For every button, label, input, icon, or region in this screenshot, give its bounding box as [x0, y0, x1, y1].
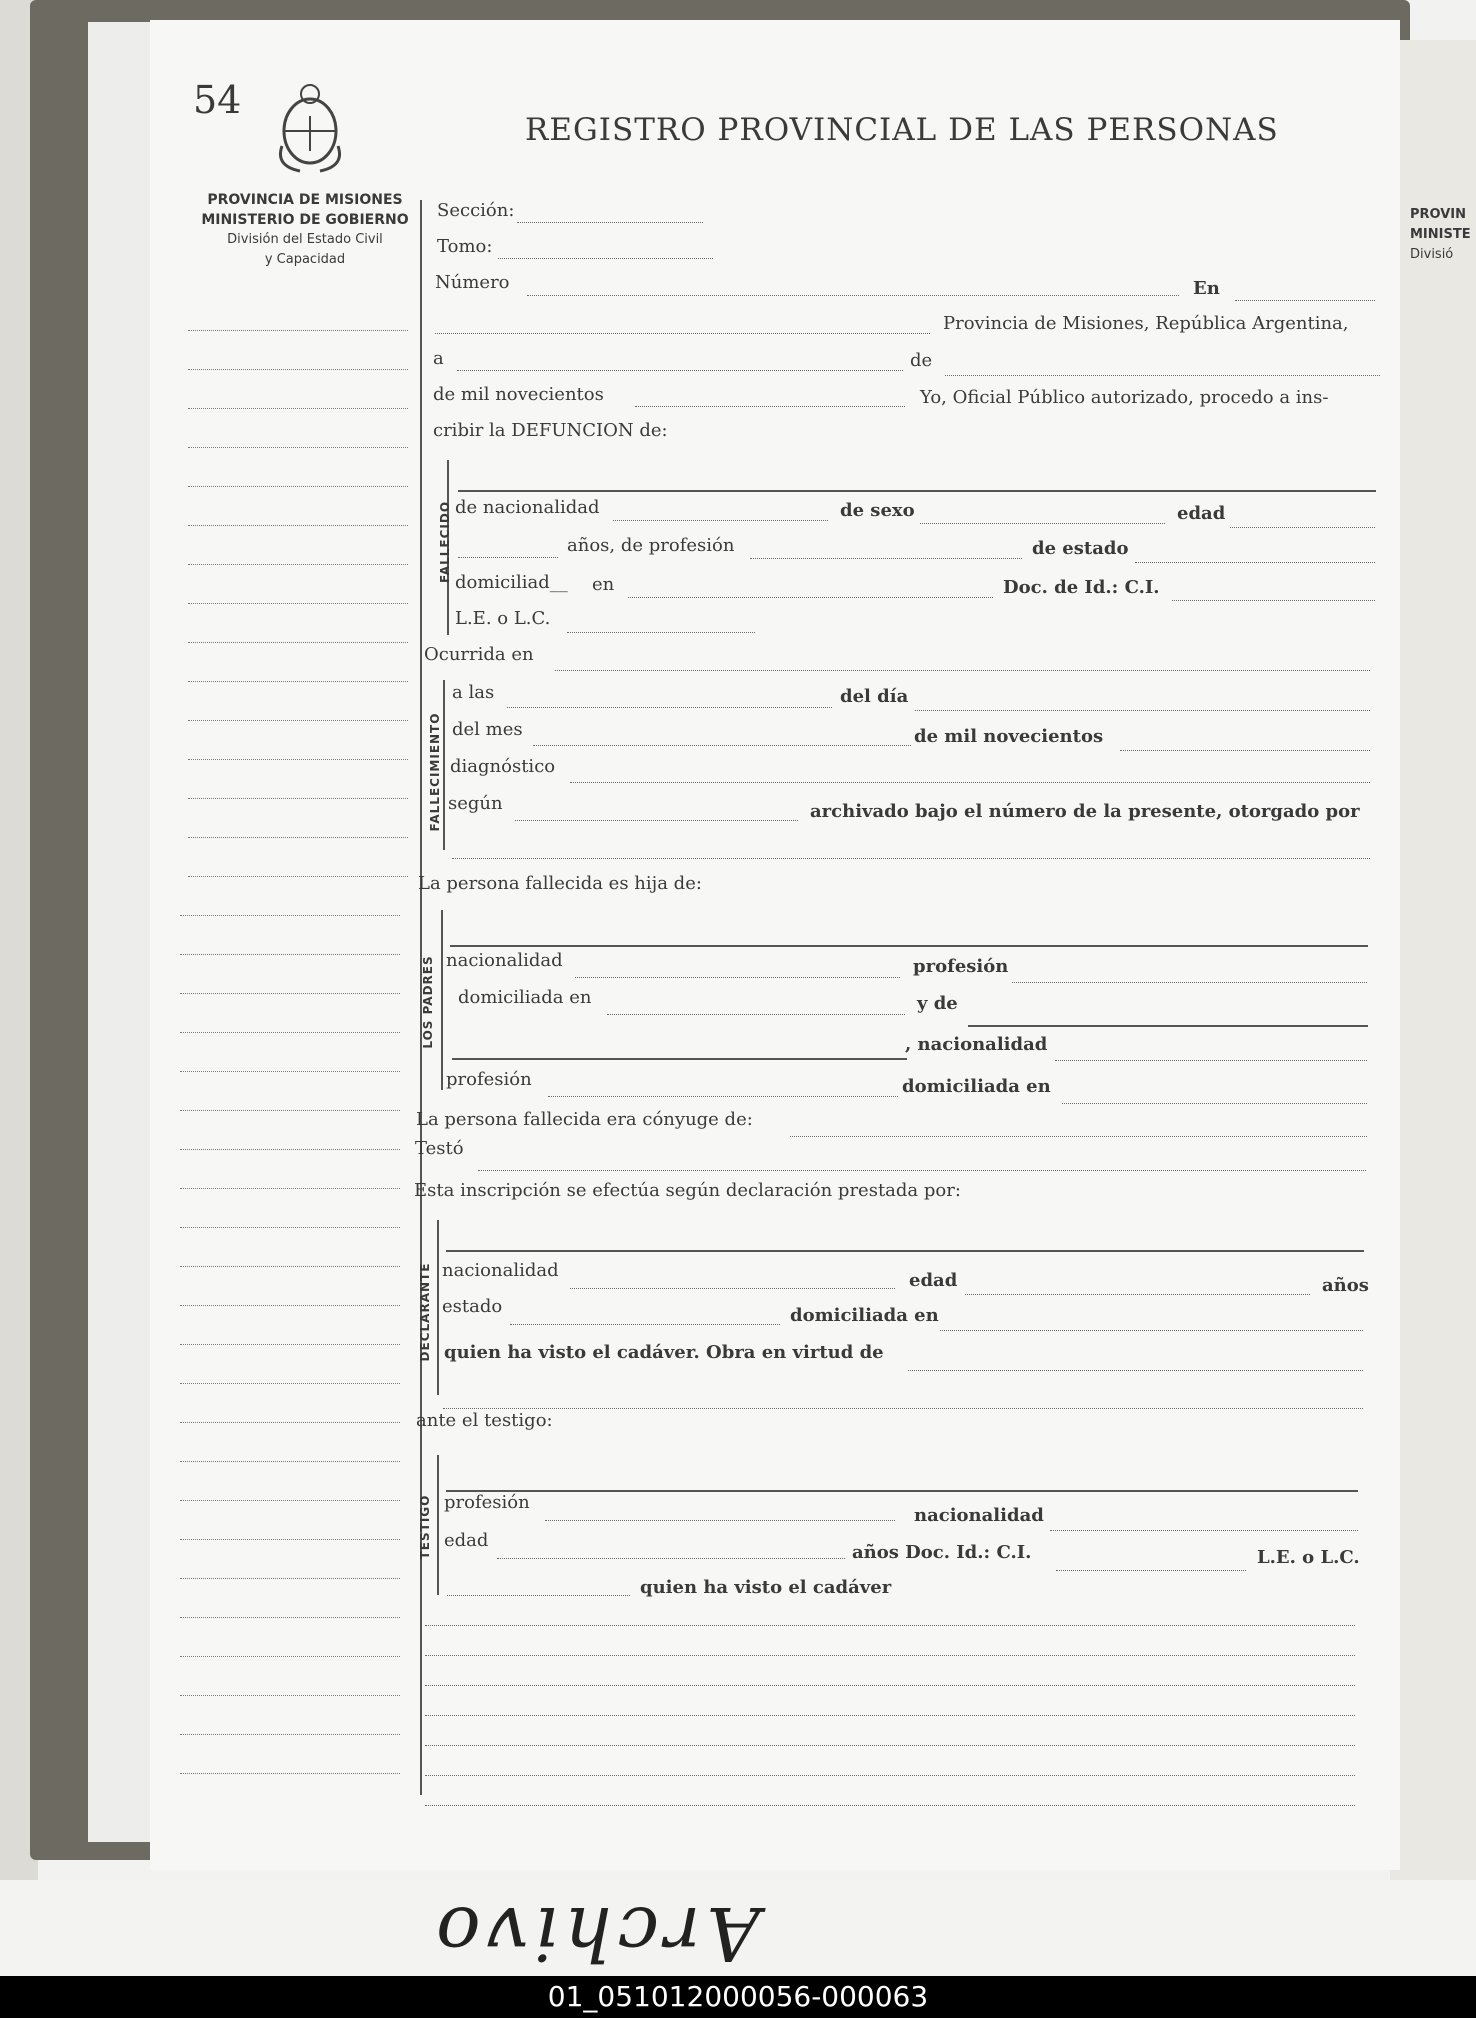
a-label: a: [433, 348, 444, 369]
y-de-label: y de: [917, 993, 958, 1014]
margin-line[interactable]: [188, 798, 408, 799]
margin-line[interactable]: [180, 1110, 400, 1111]
tomo-field[interactable]: [498, 258, 713, 259]
margin-line[interactable]: [180, 1422, 400, 1423]
declarante-domicilio-label: domiciliada en: [790, 1305, 939, 1326]
testigo-doc-label: años Doc. Id.: C.I.: [852, 1542, 1032, 1563]
declarante-estado-field[interactable]: [510, 1324, 780, 1325]
de-label: de: [910, 350, 933, 371]
testigo-profesion-field[interactable]: [545, 1520, 895, 1521]
argentina-coat-of-arms-icon: [270, 76, 350, 176]
testigo-cadaver-field[interactable]: [447, 1595, 630, 1596]
next-page: [1390, 40, 1476, 1880]
margin-line[interactable]: [188, 642, 408, 643]
fallecido-nacionalidad-label: de nacionalidad: [455, 497, 600, 518]
margin-line[interactable]: [180, 1344, 400, 1345]
ante-testigo-label: ante el testigo:: [416, 1410, 553, 1431]
observaciones-line[interactable]: [425, 1715, 1355, 1716]
fallecimiento-anio-label: de mil novecientos: [914, 726, 1104, 747]
fallecido-sexo-label: de sexo: [840, 500, 915, 521]
fallecido-estado-label: de estado: [1032, 538, 1129, 559]
fallecimiento-anio-field[interactable]: [1120, 750, 1370, 751]
margin-line[interactable]: [180, 1617, 400, 1618]
a-las-label: a las: [452, 682, 495, 703]
padres-bracket: [441, 910, 443, 1090]
issuing-authority: [190, 190, 420, 270]
madre-name-field[interactable]: [968, 1025, 1368, 1027]
madre-profesion-label: profesión: [446, 1069, 532, 1090]
declarante-anos-label: años: [1322, 1275, 1369, 1296]
fallecimiento-label: FALLECIMIENTO: [428, 712, 442, 832]
margin-line[interactable]: [188, 876, 408, 877]
mes-field[interactable]: [945, 375, 1380, 376]
fallecido-profesion-field[interactable]: [750, 558, 1022, 559]
fallecido-name-field[interactable]: [458, 490, 1376, 492]
declarante-nacionalidad-field[interactable]: [570, 1288, 895, 1289]
margin-line[interactable]: [188, 837, 408, 838]
del-dia-label: del día: [840, 686, 909, 707]
testo-field[interactable]: [478, 1170, 1366, 1171]
image-caption: 01_051012000056-000063: [0, 1976, 1476, 2018]
fallecimiento-bracket: [443, 680, 445, 850]
inscribir-text: cribir la DEFUNCION de:: [433, 420, 668, 441]
padre-nacionalidad-field[interactable]: [575, 977, 900, 978]
observaciones-line[interactable]: [425, 1625, 1355, 1626]
next-page-header-line1: PROVIN: [1410, 207, 1467, 222]
margin-line[interactable]: [188, 525, 408, 526]
fallecido-anos-field[interactable]: [458, 557, 558, 558]
margin-line[interactable]: [180, 993, 400, 994]
fallecido-estado-field[interactable]: [1135, 562, 1375, 563]
testigo-nacionalidad-field[interactable]: [1050, 1530, 1358, 1531]
padre-profesion-field[interactable]: [1012, 982, 1367, 983]
padre-nacionalidad-label: nacionalidad: [446, 950, 563, 971]
margin-line[interactable]: [180, 1500, 400, 1501]
seccion-label: Sección:: [437, 200, 515, 221]
fallecido-sexo-field[interactable]: [920, 523, 1165, 524]
ocurrida-field[interactable]: [555, 670, 1370, 671]
header-line-3: División del Estado Civil: [227, 232, 383, 247]
testigo-label: TESTIGO: [418, 1494, 432, 1560]
padre-profesion-label: profesión: [913, 956, 1009, 977]
margin-line[interactable]: [180, 1266, 400, 1267]
madre-name-field-2[interactable]: [452, 1058, 907, 1060]
fallecido-edad-label: edad: [1177, 503, 1226, 524]
next-page-header-line2: MINISTE: [1410, 227, 1471, 242]
observaciones-line[interactable]: [425, 1655, 1355, 1656]
testigo-bracket: [437, 1455, 439, 1595]
madre-domicilio-field[interactable]: [1062, 1103, 1367, 1104]
fallecido-doc-label: Doc. de Id.: C.I.: [1003, 577, 1160, 598]
margin-line[interactable]: [180, 1539, 400, 1540]
fallecido-le-field[interactable]: [567, 632, 755, 633]
fallecido-le-label: L.E. o L.C.: [455, 608, 551, 629]
margin-line[interactable]: [180, 1578, 400, 1579]
fallecido-doc-field[interactable]: [1172, 600, 1375, 601]
fallecido-domicilio-label: domiciliad__: [455, 572, 568, 593]
margin-line[interactable]: [180, 1149, 400, 1150]
inscripcion-text: Esta inscripción se efectúa según declaración prestada por:: [414, 1180, 961, 1201]
tomo-label: Tomo:: [437, 236, 493, 257]
conyuge-field[interactable]: [790, 1136, 1367, 1137]
padre-domicilio-field[interactable]: [607, 1014, 905, 1015]
margin-line[interactable]: [180, 1656, 400, 1657]
provincia-text: Provincia de Misiones, República Argentina,: [943, 313, 1349, 334]
testigo-cadaver-text: quien ha visto el cadáver: [640, 1577, 892, 1598]
conyuge-label: La persona fallecida era cónyuge de:: [416, 1109, 753, 1130]
ocurrida-label: Ocurrida en: [424, 644, 534, 665]
declarante-bracket: [437, 1220, 439, 1395]
declarante-label: DECLARANTE: [418, 1262, 432, 1362]
archivado-text: archivado bajo el número de la presente, otorgado por: [810, 801, 1360, 822]
next-page-header-line3: Divisió: [1410, 247, 1454, 262]
padre-domicilio-label: domiciliada en: [458, 987, 592, 1008]
madre-nacionalidad-label: , nacionalidad: [905, 1034, 1048, 1055]
next-page-header: [1410, 205, 1471, 265]
margin-line[interactable]: [180, 1188, 400, 1189]
madre-domicilio-label: domiciliada en: [902, 1076, 1051, 1097]
fallecido-nacionalidad-field[interactable]: [613, 520, 828, 521]
margin-line[interactable]: [188, 759, 408, 760]
testigo-edad-label: edad: [444, 1530, 489, 1551]
otorgado-field[interactable]: [452, 858, 1370, 859]
testo-label: Testó: [415, 1138, 464, 1159]
testigo-name-field[interactable]: [446, 1490, 1358, 1492]
diagnostico-field[interactable]: [570, 782, 1370, 783]
margin-line[interactable]: [180, 1032, 400, 1033]
observaciones-line[interactable]: [425, 1745, 1355, 1746]
fallecido-profesion-label: años, de profesión: [567, 535, 735, 556]
testigo-doc-field[interactable]: [1056, 1570, 1246, 1571]
declarante-domicilio-field[interactable]: [940, 1330, 1363, 1331]
testigo-edad-field[interactable]: [497, 1558, 845, 1559]
margin-line[interactable]: [180, 1071, 400, 1072]
del-mes-field[interactable]: [533, 745, 911, 746]
anio-field[interactable]: [635, 406, 905, 407]
margin-line[interactable]: [188, 564, 408, 565]
margin-line[interactable]: [188, 369, 408, 370]
diagnostico-label: diagnóstico: [450, 756, 556, 777]
margin-line[interactable]: [180, 1734, 400, 1735]
numero-label: Número: [435, 272, 510, 293]
declarante-edad-field[interactable]: [965, 1294, 1310, 1295]
hija-label: La persona fallecida es hija de:: [418, 873, 702, 894]
margin-line[interactable]: [188, 486, 408, 487]
padres-label: LOS PADRES: [421, 955, 435, 1049]
handwritten-note: Archivo: [430, 1890, 760, 1976]
declarante-obra-field-2[interactable]: [443, 1408, 1363, 1409]
dia-field[interactable]: [457, 370, 903, 371]
de-mil-label: de mil novecientos: [433, 384, 604, 405]
observaciones-line[interactable]: [425, 1775, 1355, 1776]
declarante-obra-field[interactable]: [908, 1370, 1363, 1371]
observaciones-line[interactable]: [425, 1685, 1355, 1686]
register-title: REGISTRO PROVINCIAL DE LAS PERSONAS: [525, 112, 1279, 148]
margin-line[interactable]: [180, 1383, 400, 1384]
en-label: En: [1193, 278, 1220, 299]
testigo-profesion-label: profesión: [444, 1492, 530, 1513]
declarante-cadaver-text: quien ha visto el cadáver. Obra en virtud de: [444, 1342, 884, 1363]
lugar-field[interactable]: [435, 333, 930, 334]
page-number: 54: [193, 78, 242, 122]
header-line-4: y Capacidad: [264, 252, 346, 267]
madre-profesion-field[interactable]: [548, 1096, 898, 1097]
del-dia-field[interactable]: [915, 710, 1370, 711]
fallecido-domicilio-field[interactable]: [628, 597, 993, 598]
header-line-2: MINISTERIO DE GOBIERNO: [201, 212, 409, 228]
margin-line[interactable]: [180, 1695, 400, 1696]
margin-line[interactable]: [188, 447, 408, 448]
margin-line[interactable]: [180, 915, 400, 916]
declarante-nacionalidad-label: nacionalidad: [442, 1260, 559, 1281]
del-mes-label: del mes: [452, 719, 523, 740]
en-field[interactable]: [1235, 300, 1375, 301]
observaciones-line[interactable]: [425, 1805, 1355, 1806]
margin-line[interactable]: [180, 1773, 400, 1774]
declarante-estado-label: estado: [442, 1296, 503, 1317]
margin-line[interactable]: [180, 1305, 400, 1306]
testigo-le-label: L.E. o L.C.: [1257, 1547, 1360, 1568]
margin-line[interactable]: [180, 1461, 400, 1462]
testigo-nacionalidad-label: nacionalidad: [914, 1505, 1044, 1526]
segun-field[interactable]: [515, 820, 798, 821]
margin-line[interactable]: [188, 720, 408, 721]
margin-line[interactable]: [188, 603, 408, 604]
header-line-1: PROVINCIA DE MISIONES: [207, 192, 403, 208]
padre-name-field[interactable]: [450, 945, 1368, 947]
madre-nacionalidad-field[interactable]: [1055, 1060, 1367, 1061]
fallecido-en-label: en: [592, 574, 615, 595]
margin-line[interactable]: [188, 681, 408, 682]
margin-line[interactable]: [180, 954, 400, 955]
numero-field[interactable]: [527, 295, 1179, 296]
fallecido-edad-field[interactable]: [1230, 527, 1375, 528]
declarante-name-field[interactable]: [446, 1250, 1364, 1252]
a-las-field[interactable]: [507, 707, 832, 708]
yo-text: Yo, Oficial Público autorizado, procedo a ins-: [920, 387, 1329, 408]
seccion-field[interactable]: [517, 222, 703, 223]
margin-line[interactable]: [188, 408, 408, 409]
margin-line[interactable]: [188, 330, 408, 331]
fallecido-label: FALLECIDO: [438, 500, 452, 584]
declarante-edad-label: edad: [909, 1270, 958, 1291]
margin-line[interactable]: [180, 1227, 400, 1228]
segun-label: según: [448, 793, 503, 814]
